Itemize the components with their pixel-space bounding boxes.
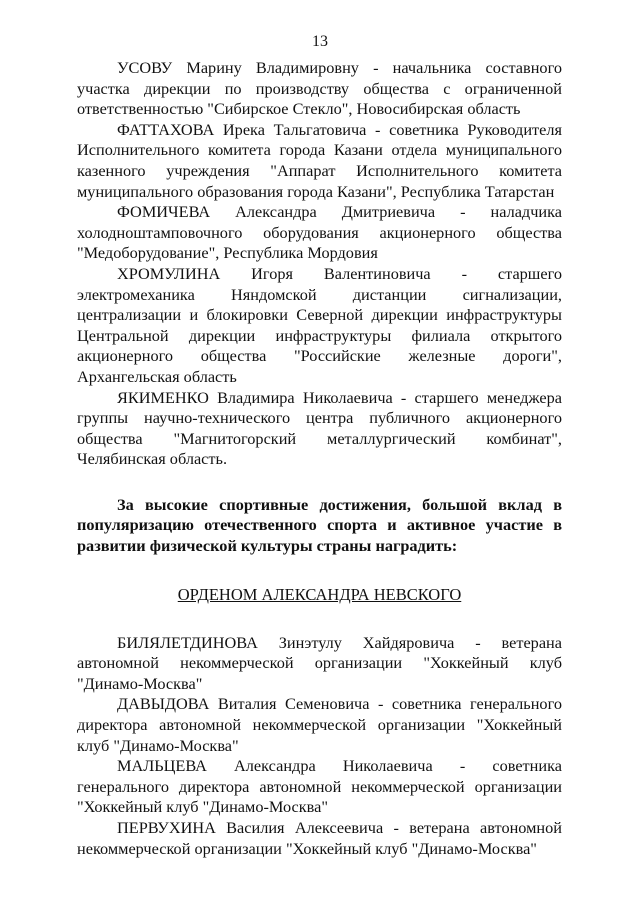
nominee-paragraph: БИЛЯЛЕТДИНОВА Зинэтулу Хайдяровича - ветерана автономной некоммерческой организации "Хоккейный клуб "Динамо-Москва" — [77, 632, 562, 693]
nominee-paragraph: ДАВЫДОВА Виталия Семеновича - советника генерального директора автономной некоммерческой организации "Хоккейный клуб "Динамо-Москва" — [77, 694, 562, 755]
nominee-paragraph: ФОМИЧЕВА Александра Дмитриевича - наладчика холодноштамповочного оборудования акционерного общества "Медоборудование", Республика Мордовия — [77, 202, 562, 263]
document-body — [77, 58, 562, 859]
nominee-paragraph: ЯКИМЕНКО Владимира Николаевича - старшего менеджера группы научно-технического центра публичного акционерного общества "Магнитогорский металлургический комбинат", Челябинская область. — [77, 387, 562, 469]
nominee-paragraph: ФАТТАХОВА Ирека Тальгатовича - советника Руководителя Исполнительного комитета города Казани отдела муниципального казенного учреждения "Аппарат Исполнительного комитета муниципального образования города Казани", Республика Татарстан — [77, 119, 562, 201]
page-number: 13 — [312, 33, 328, 50]
nominee-paragraph: ПЕРВУХИНА Василия Алексеевича - ветерана автономной некоммерческой организации "Хоккейный клуб "Динамо-Москва" — [77, 818, 562, 858]
nominee-list-1 — [77, 58, 562, 470]
nominee-paragraph: МАЛЬЦЕВА Александра Николаевича - советника генерального директора автономной некоммерческой организации "Хоккейный клуб "Динамо-Москва" — [77, 756, 562, 817]
nominee-list-2 — [77, 633, 562, 860]
nominee-paragraph: УСОВУ Марину Владимировну - начальника составного участка дирекции по производству общества с ограниченной ответственностью "Сибирское Стекло", Новосибирская область — [77, 58, 562, 119]
nominee-paragraph: ХРОМУЛИНА Игоря Валентиновича - старшего электромеханика Няндомской дистанции сигнализации, централизации и блокировки Северной дирекции инфраструктуры Центральной дирекции инфраструктуры филиала открытого акционерного общества "Российские железные дороги", Архангельская область — [77, 263, 562, 386]
decree-paragraph: За высокие спортивные достижения, большой вклад в популяризацию отечественного спорта и активное участие в развитии физической культуры страны наградить: — [77, 494, 562, 555]
award-title: ОРДЕНОМ АЛЕКСАНДРА НЕВСКОГО — [177, 585, 462, 605]
